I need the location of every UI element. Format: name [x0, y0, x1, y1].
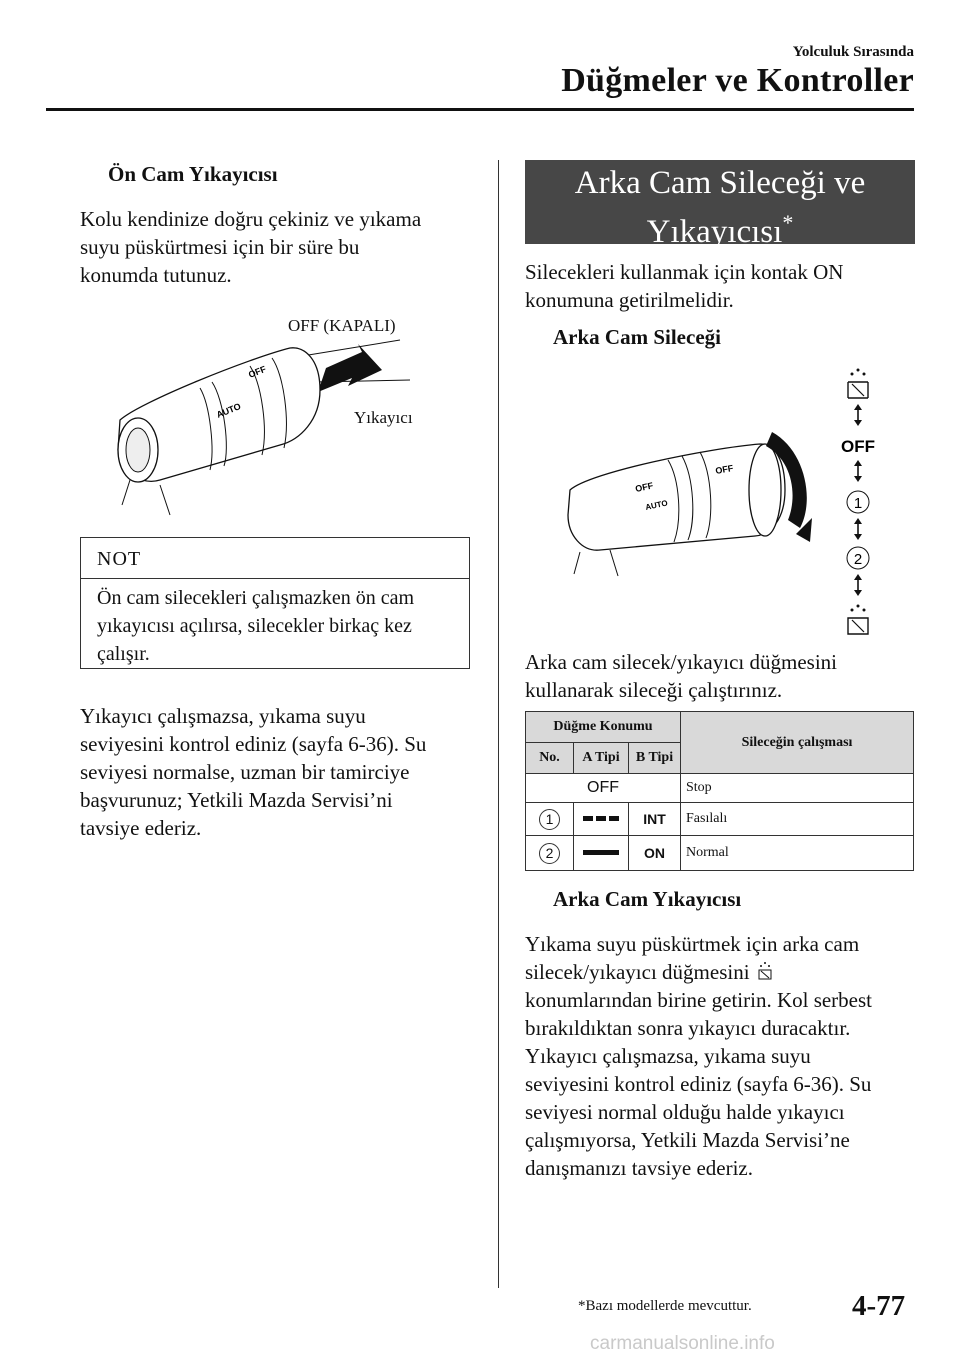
header-rule: [46, 108, 914, 111]
table-cell-no: 1: [526, 803, 574, 836]
intermittent-dash-icon: [583, 816, 619, 822]
text-line: tavsiye ederiz.: [80, 816, 202, 840]
text-line: Kolu kendinize doğru çekiniz ve yıkama: [80, 207, 422, 231]
table-row: [526, 774, 914, 803]
continuous-bar-icon: [583, 850, 619, 856]
text-line: [525, 958, 872, 986]
paragraph-rear-washer: [525, 930, 872, 1182]
front-wiper-lever-illustration: [100, 330, 430, 520]
table-header-operation: Sileceğin çalışması: [681, 712, 914, 774]
text-line: Yıkayıcı çalışmazsa, yıkama suyu: [80, 704, 366, 728]
text-line: suyu püskürtmesi için bir süre bu: [80, 235, 360, 259]
table-header-no: No.: [526, 743, 574, 774]
text-line: seviyesini kontrol ediniz (sayfa 6-36). Su: [80, 732, 427, 756]
washer-upper-icon: [848, 369, 868, 399]
section-banner: [525, 160, 915, 250]
position-1-label: 1: [853, 495, 863, 512]
text-line: başvurunuz; Yetkili Mazda Servisi’ni: [80, 788, 393, 812]
washer-icon: [755, 961, 775, 981]
text-line: Yıkama suyu püskürtmek için arka cam: [525, 932, 860, 956]
table-header-type-b: B Tipi: [629, 743, 681, 774]
position-2-label: 2: [853, 551, 863, 568]
text-line: seviyesi normal olduğu halde yıkayıcı: [525, 1100, 845, 1124]
text-line: yıkayıcısı açılırsa, silecekler birkaç kez: [97, 615, 412, 637]
svg-text:AUTO: AUTO: [644, 498, 669, 512]
text-fragment: silecek/yıkayıcı düğmesini: [525, 960, 750, 984]
paragraph-rear-operate: [525, 648, 837, 704]
table-cell-type-a: [574, 803, 629, 836]
note-title: NOT: [97, 548, 142, 570]
table-row: [526, 836, 914, 871]
text-line: çalışır.: [97, 643, 150, 665]
text-line: bırakıldıktan sonra yıkayıcı duracaktır.: [525, 1016, 851, 1040]
table-cell-type-b: INT: [629, 803, 681, 836]
text-line: konumuna getirilmelidir.: [525, 288, 734, 312]
label-off-kapali: OFF (KAPALI): [288, 316, 396, 335]
text-line: Yıkayıcı çalışmazsa, yıkama suyu: [525, 1044, 811, 1068]
text-line: danışmanızı tavsiye ederiz.: [525, 1156, 753, 1180]
footer-note: *Bazı modellerde mevcuttur.: [578, 1298, 752, 1314]
svg-text:OFF: OFF: [634, 480, 655, 494]
position-off-label: OFF: [841, 437, 875, 456]
text-line: Ön cam silecekleri çalışmazken ön cam: [97, 587, 415, 609]
table-header-group: Düğme Konumu: [526, 712, 681, 743]
page-title: Düğmeler ve Kontroller: [561, 62, 914, 99]
switch-position-table: [525, 711, 914, 871]
banner-asterisk: *: [782, 210, 794, 235]
text-line: konumlarından birine getirin. Kol serbest: [525, 988, 873, 1012]
text-line: seviyesini kontrol ediniz (sayfa 6-36). Su: [525, 1072, 872, 1096]
paragraph-washer-fault: [80, 702, 426, 842]
note-box: [80, 537, 470, 669]
text-line: konumda tutunuz.: [80, 263, 232, 287]
washer-lower-icon: [848, 605, 868, 635]
subhead-front-washer: Ön Cam Yıkayıcısı: [108, 162, 278, 186]
text-line: seviyesi normalse, uzman bir tamirciye: [80, 760, 410, 784]
table-cell-operation: Fasılalı: [681, 803, 914, 836]
text-line: kullanarak sileceği çalıştırınız.: [525, 678, 783, 702]
note-separator: [81, 578, 469, 579]
header-section: Yolculuk Sırasında: [792, 44, 914, 60]
column-divider: [498, 160, 499, 1288]
watermark: carmanualsonline.info: [590, 1333, 775, 1354]
table-cell-operation: Normal: [681, 836, 914, 871]
table-cell-no: 2: [526, 836, 574, 871]
table-cell-type-b: ON: [629, 836, 681, 871]
text-line: çalışmıyorsa, Yetkili Mazda Servisi’ne: [525, 1128, 850, 1152]
banner-line1: Arka Cam Sileceği ve: [574, 165, 866, 201]
page-number: 4-77: [852, 1290, 906, 1322]
svg-text:OFF: OFF: [714, 462, 735, 476]
note-text: [97, 584, 457, 668]
table-cell-type-a: [574, 836, 629, 871]
svg-text:OFF: OFF: [247, 363, 268, 380]
text-line: Silecekleri kullanmak için kontak ON: [525, 260, 844, 284]
paragraph-intro: [525, 258, 843, 314]
subhead-rear-wiper: Arka Cam Sileceği: [553, 325, 721, 349]
subhead-rear-washer: Arka Cam Yıkayıcısı: [553, 887, 742, 911]
table-header-type-a: A Tipi: [574, 743, 629, 774]
table-cell-off: OFF: [526, 774, 681, 803]
svg-text:AUTO: AUTO: [215, 401, 243, 420]
rear-wiper-lever-illustration: [560, 360, 890, 645]
banner-line2: Yıkayıcısı: [646, 214, 783, 250]
table-row: [526, 803, 914, 836]
paragraph-front-washer: [80, 205, 421, 289]
label-washer: Yıkayıcı: [354, 408, 413, 427]
text-line: Arka cam silecek/yıkayıcı düğmesini: [525, 650, 837, 674]
table-cell-operation: Stop: [681, 774, 914, 803]
